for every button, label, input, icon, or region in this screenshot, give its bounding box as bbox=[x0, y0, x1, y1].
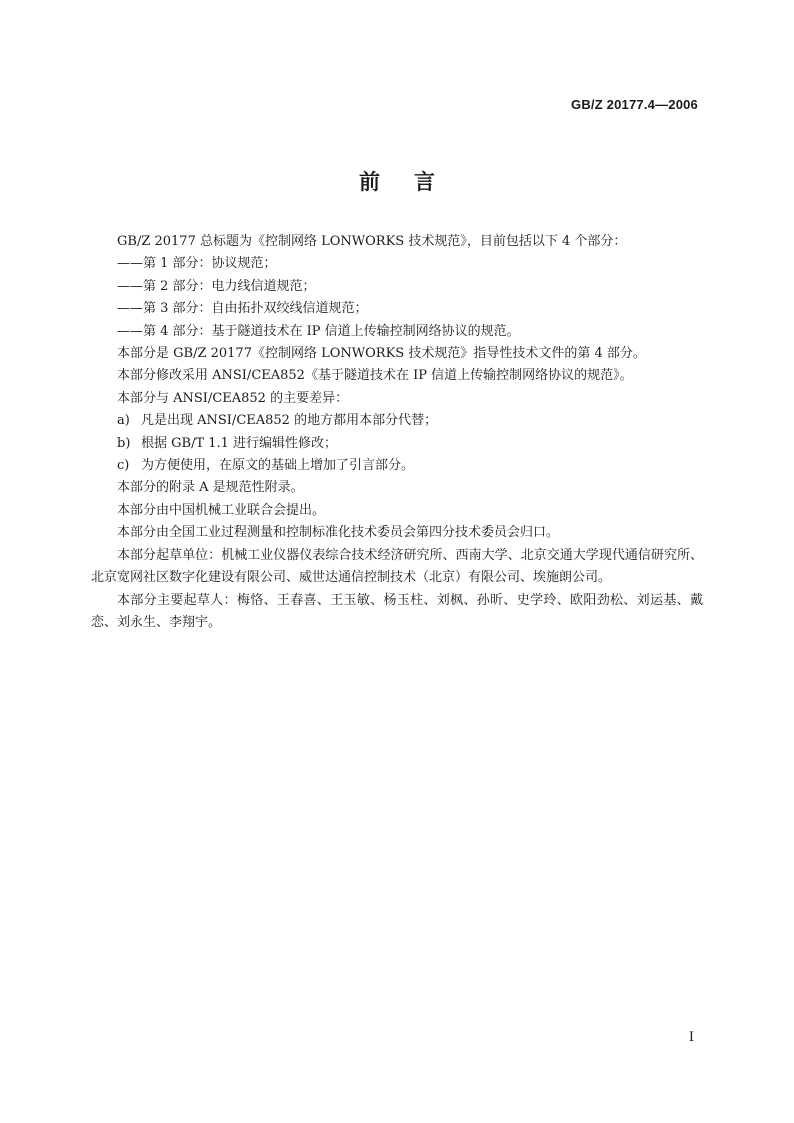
list-marker: a) bbox=[117, 413, 130, 429]
part-list-item-2: ——第 2 部分：电力线信道规范； bbox=[117, 278, 316, 294]
paragraph-drafting-units: 本部分起草单位：机械工业仪器仪表综合技术经济研究所、西南大学、北京交通大学现代通信研究所、北京宽网社区数字化建设有限公司、威世达通信控制技术（北京）有限公司、埃施朗公司。 bbox=[91, 547, 703, 586]
difference-text: 凡是出现 ANSI/CEA852 的地方都用本部分代替； bbox=[141, 413, 438, 429]
difference-item-b bbox=[91, 433, 703, 455]
paragraph-proposer: 本部分由中国机械工业联合会提出。 bbox=[117, 502, 326, 518]
foreword-body bbox=[91, 231, 703, 634]
difference-text: 为方便使用，在原文的基础上增加了引言部分。 bbox=[141, 458, 415, 474]
part-list-item-1: ——第 1 部分：协议规范； bbox=[117, 256, 277, 272]
part-list-item-3: ——第 3 部分：自由拓扑双绞线信道规范； bbox=[117, 301, 368, 317]
paragraph-adoption: 本部分修改采用 ANSI/CEA852《基于隧道技术在 IP 信道上传输控制网络协议的规范》。 bbox=[117, 368, 633, 384]
list-marker: c) bbox=[117, 458, 130, 474]
difference-item-a bbox=[91, 410, 703, 432]
list-marker: b) bbox=[117, 435, 131, 451]
title-char-2: 言 bbox=[414, 170, 435, 194]
paragraph-responsible-committee: 本部分由全国工业过程测量和控制标准化技术委员会第四分技术委员会归口。 bbox=[117, 525, 560, 541]
part-list-item-4: ——第 4 部分：基于隧道技术在 IP 信道上传输控制网络协议的规范。 bbox=[117, 323, 520, 339]
paragraph-intro: GB/Z 20177 总标题为《控制网络 LONWORKS 技术规范》，目前包括以下 4 个部分： bbox=[117, 234, 627, 249]
paragraph-differences-intro: 本部分与 ANSI/CEA852 的主要差异： bbox=[117, 390, 349, 406]
paragraph-annex: 本部分的附录 A 是规范性附录。 bbox=[117, 480, 304, 496]
paragraph-part-statement: 本部分是 GB/Z 20177《控制网络 LONWORKS 技术规范》指导性技术文件的第 4 部分。 bbox=[117, 346, 646, 362]
difference-item-c bbox=[91, 455, 703, 477]
title-char-1: 前 bbox=[359, 170, 380, 194]
page-number: I bbox=[688, 1030, 694, 1045]
page-title bbox=[0, 166, 794, 196]
paragraph-drafters: 本部分主要起草人：梅恪、王春喜、王玉敏、杨玉柱、刘枫、孙昕、史学玲、欧阳劲松、刘运基、戴恋、刘永生、李翔宇。 bbox=[91, 592, 703, 630]
standard-code: GB/Z 20177.4—2006 bbox=[571, 97, 698, 112]
difference-text: 根据 GB/T 1.1 进行编辑性修改； bbox=[141, 435, 338, 451]
